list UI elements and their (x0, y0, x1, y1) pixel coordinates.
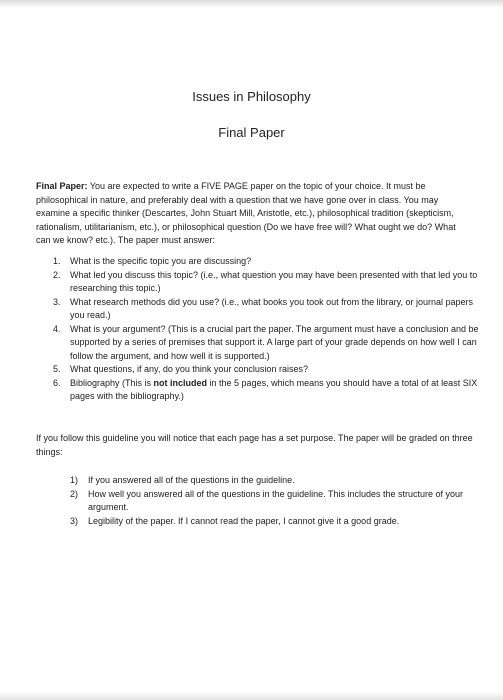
question-number: 5. (53, 364, 61, 374)
intro-paragraph (36, 180, 472, 248)
guideline-paragraph: If you follow this guideline you will notice that each page has a set purpose. The paper will be graded on three things: (36, 433, 473, 457)
grading-item (36, 515, 480, 529)
question-item (36, 377, 480, 404)
question-text-bold: not included (153, 377, 208, 388)
question-number: 2. (53, 269, 61, 280)
grading-item (36, 488, 480, 515)
question-text: What is your argument? (This is a crucial part the paper. The argument must have a conclusion and be supported by a series of premises that support it. A large part of your grade depends on how well I can follow the argument, and how well it is supported.) (70, 323, 479, 361)
question-item (36, 363, 480, 377)
question-number: 6. (53, 377, 61, 388)
grading-text: Legibility of the paper. If I cannot read the paper, I cannot give it a good grade. (88, 515, 400, 526)
grading-item (36, 474, 480, 488)
question-item (36, 255, 480, 269)
question-text: What questions, if any, do you think your conclusion raises? (70, 364, 308, 374)
question-number: 1. (53, 256, 61, 266)
question-text: What research methods did you use? (i.e., what books you took out from the library, or journal papers you read.) (70, 296, 474, 320)
question-text-after: in the 5 pages, which means you should have a total of at least SIX pages with the bibliography.) (70, 377, 478, 401)
page-top-shadow (0, 0, 503, 8)
grading-text: If you answered all of the questions in the guideline. (88, 475, 295, 485)
document-subtitle: Final Paper (218, 125, 285, 140)
question-item (36, 323, 480, 364)
grading-criteria-list (36, 474, 480, 528)
question-text: What led you discuss this topic? (i.e., what question you may have been presented with that led you to researching this topic.) (70, 269, 478, 293)
grading-text: How well you answered all of the questions in the guideline. This includes the structure of your argument. (88, 488, 464, 512)
question-number: 3. (53, 296, 61, 307)
question-number: 4. (53, 323, 61, 334)
question-text-before: Bibliography (This is (70, 377, 154, 388)
page-bottom-shadow (0, 692, 503, 700)
grading-number: 1) (70, 475, 79, 485)
question-item (36, 269, 480, 296)
intro-label: Final Paper: (36, 181, 88, 191)
document-title: Issues in Philosophy (192, 89, 311, 104)
question-text: What is the specific topic you are discussing? (70, 256, 252, 266)
questions-list (36, 255, 480, 404)
grading-number: 2) (70, 488, 79, 499)
question-item (36, 296, 480, 323)
intro-text: You are expected to write a FIVE PAGE paper on the topic of your choice. It must be philosophical in nature, and preferably deal with a question that we have gone over in class. You may examine a specific thinker (Descartes, John Stuart Mill, Aristotle, etc.), philosophical tradition (skepticism, rationalism, utilitarianism, etc.), or philosophical question (Do we have free will? What ought we do? What can we know? etc.). The paper must answer: (36, 181, 456, 245)
grading-number: 3) (70, 515, 79, 526)
